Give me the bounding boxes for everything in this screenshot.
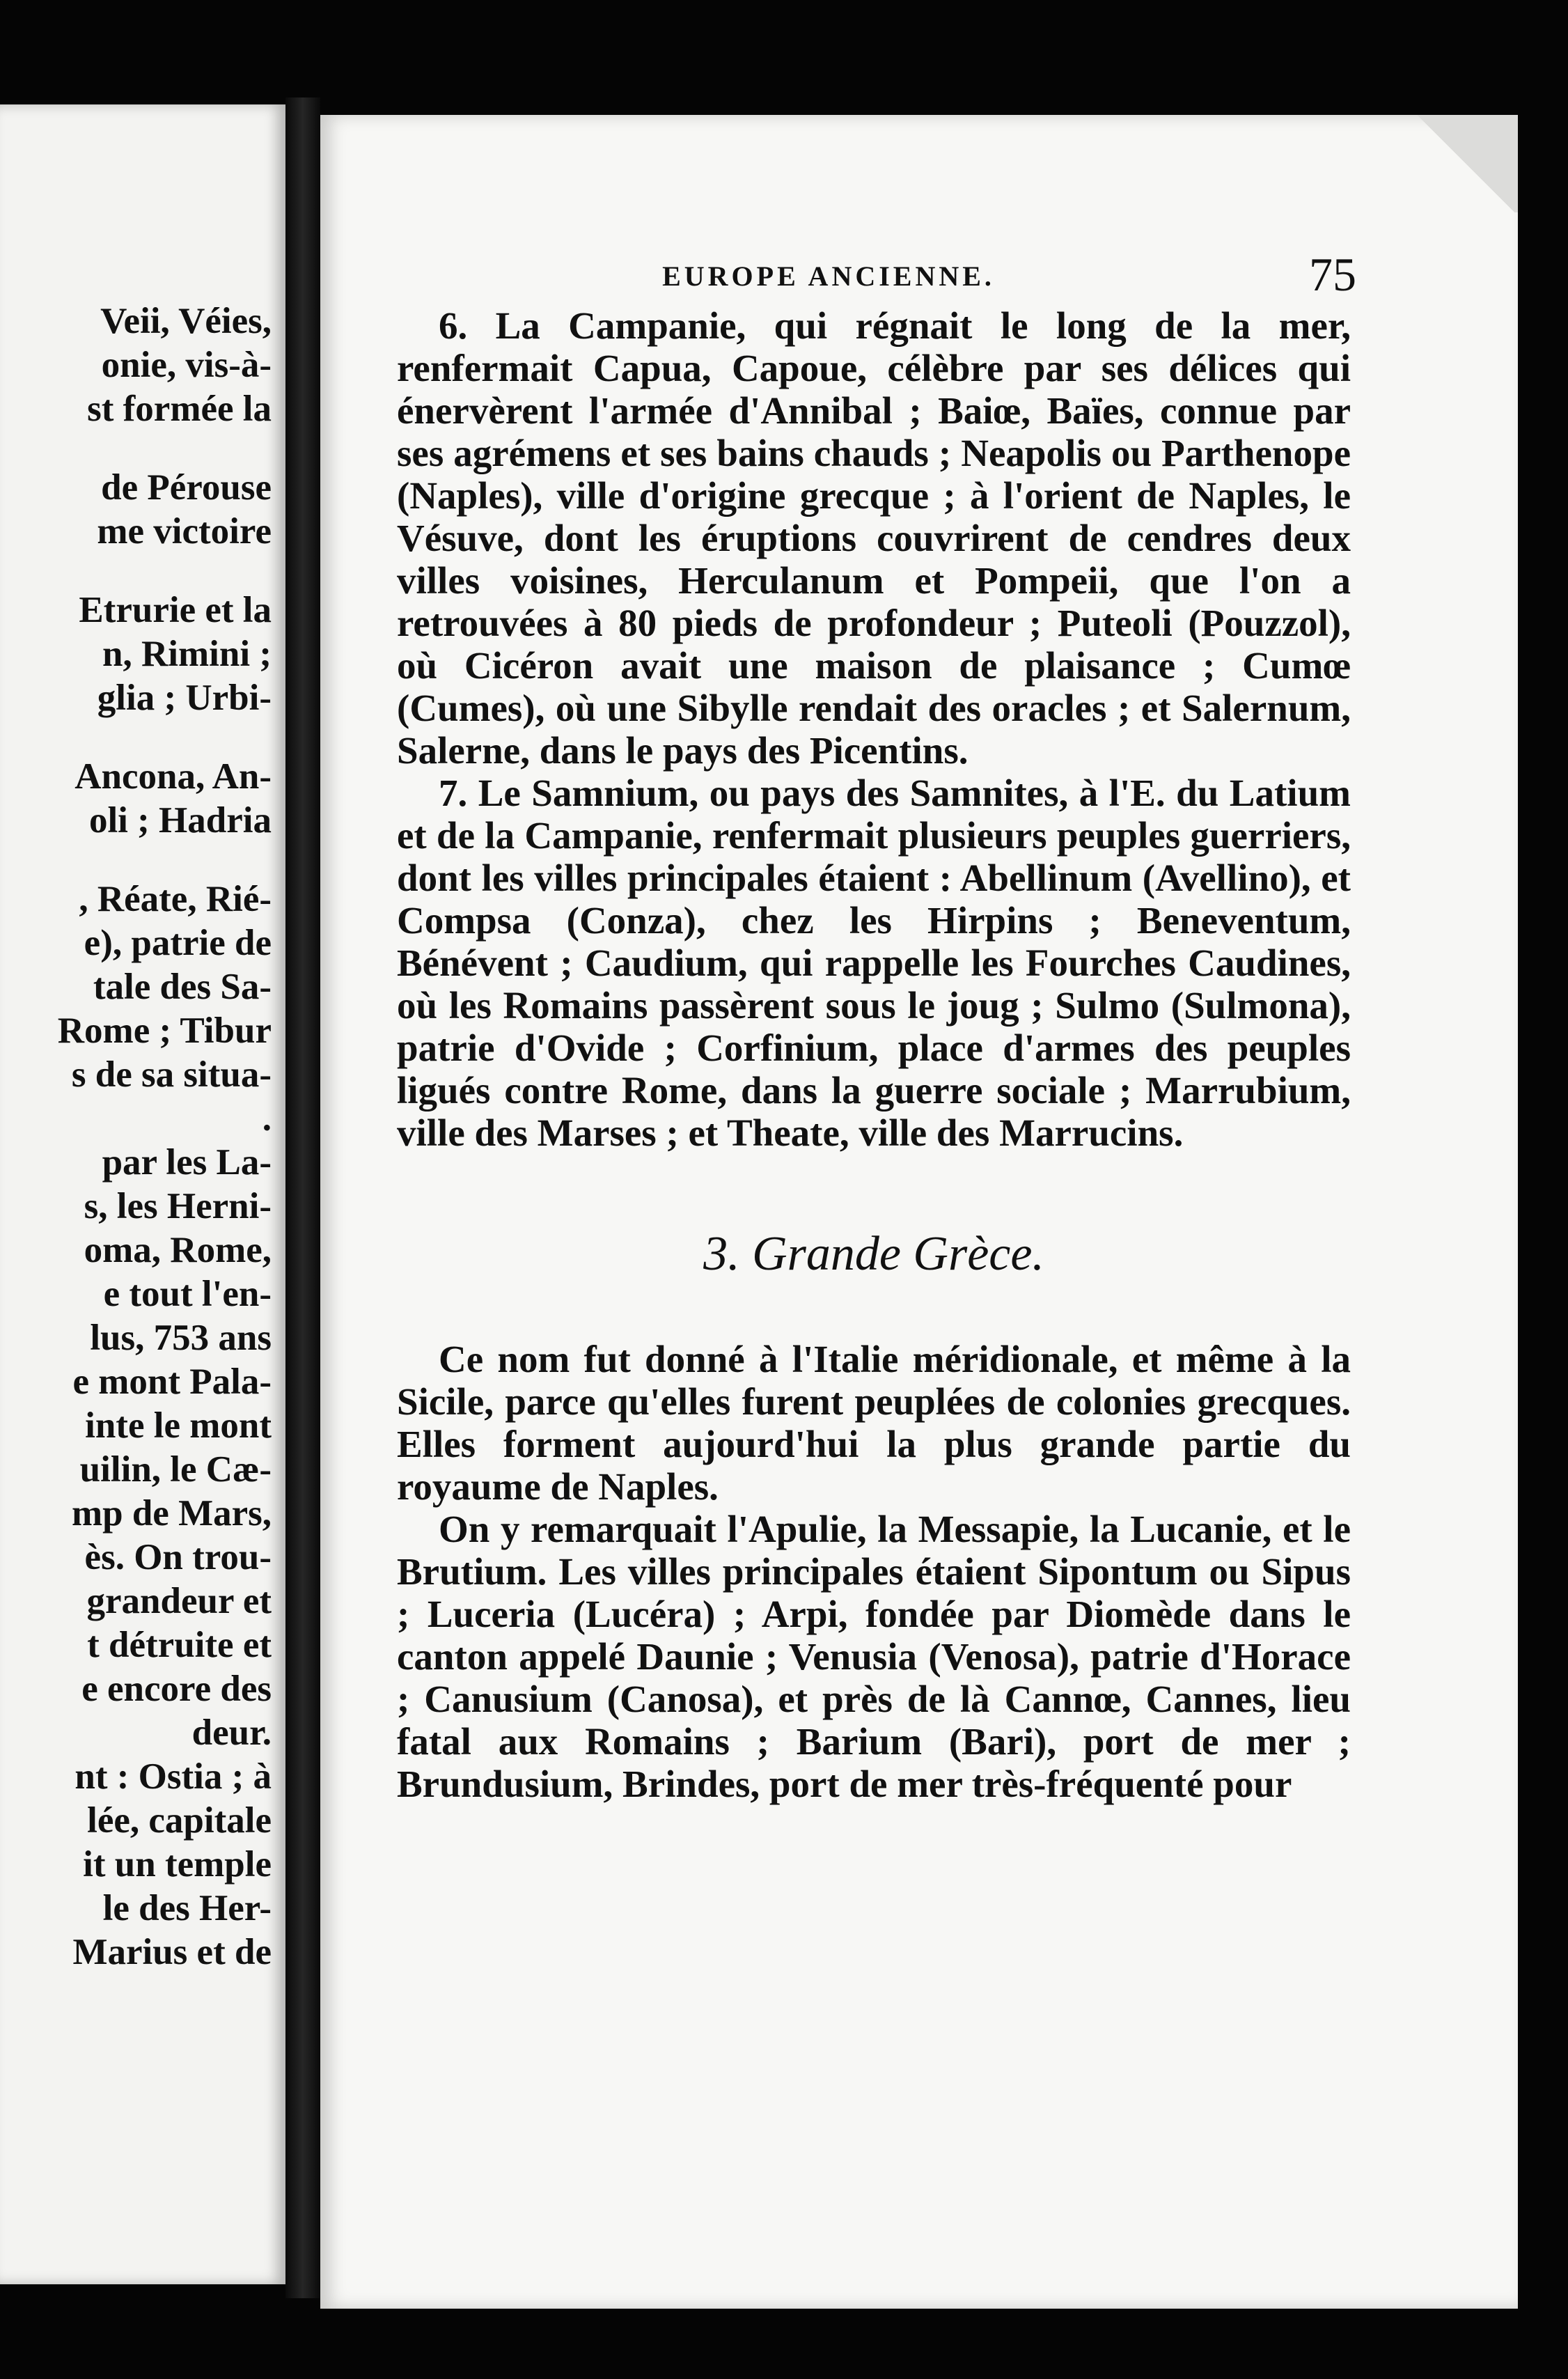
right-page xyxy=(320,115,1518,2309)
left-page-line: ès. On trou- xyxy=(84,1537,272,1577)
left-page-line: . xyxy=(262,1098,272,1139)
left-page-line: deur. xyxy=(191,1713,272,1753)
left-page-line: lus, 753 ans xyxy=(90,1318,272,1358)
left-page-line: par les La- xyxy=(102,1142,272,1183)
left-page-line: le des Her- xyxy=(102,1888,272,1928)
left-page-line: uilin, le Cæ- xyxy=(79,1449,272,1490)
left-page-line: oma, Rome, xyxy=(84,1230,272,1270)
left-page-line: e mont Pala- xyxy=(72,1362,272,1402)
paragraph-campanie: 6. La Campanie, qui régnait le long de la mer, renfermait Capua, Capoue, célèbre par ses délices qui énervèrent l'armée d'Annibal ; Baiœ, Baïes, connue par ses agrémens et ses bains chauds ; Neapolis ou Parthenope (Naples), ville d'origine grecque ; à l'orient de Naples, le Vésuve, dont les éruptions couvrirent de cendres deux villes voisines, Herculanum et Pompeii, que l'on a retrouvées à 80 pieds de profondeur ; Puteoli (Pouzzol), où Cicéron avait une maison de plaisance ; Cumœ (Cumes), où une Sibylle rendait des oracles ; et Salernum, Salerne, dans le pays des Picentins. xyxy=(397,304,1351,772)
section-heading: 3. Grande Grèce. xyxy=(703,1227,1044,1281)
left-page-line: e encore des xyxy=(81,1669,272,1709)
left-page-line: n, Rimini ; xyxy=(102,634,272,674)
left-page-line: , Réate, Rié- xyxy=(79,879,272,919)
left-page xyxy=(0,104,285,2284)
left-page-line: grandeur et xyxy=(86,1581,272,1621)
left-page-line: tale des Sa- xyxy=(93,967,272,1007)
left-line-gap xyxy=(0,720,272,755)
paragraph-grande-grece-intro: Ce nom fut donné à l'Italie méridionale, et même à la Sicile, parce qu'elles furent peuplées de colonies grecques. Elles forment aujourd'hui la plus grande partie du royaume de Naples. xyxy=(397,1338,1351,1508)
left-page-line: mp de Mars, xyxy=(71,1493,272,1534)
left-line-gap xyxy=(0,843,272,878)
left-page-line: glia ; Urbi- xyxy=(97,678,272,718)
page-corner-fold xyxy=(1413,115,1518,212)
left-line-gap xyxy=(0,554,272,588)
left-page-line: Veii, Véies, xyxy=(100,301,272,341)
left-page-line: e), patrie de xyxy=(84,923,272,963)
left-page-line: lée, capitale xyxy=(87,1800,272,1841)
body-text xyxy=(397,304,1351,1805)
left-page-line: it un temple xyxy=(83,1844,272,1885)
left-page-line: s de sa situa- xyxy=(71,1054,272,1095)
left-page-line: nt : Ostia ; à xyxy=(75,1756,272,1797)
left-page-line: s, les Herni- xyxy=(84,1186,272,1226)
left-page-line: e tout l'en- xyxy=(103,1274,272,1314)
left-page-line: Ancona, An- xyxy=(75,756,272,797)
running-head: EUROPE ANCIENNE. xyxy=(662,260,995,292)
left-page-line: t détruite et xyxy=(87,1625,272,1665)
left-page-line: Marius et de xyxy=(72,1932,272,1972)
paragraph-grande-grece-cities: On y remarquait l'Apulie, la Messapie, la Lucanie, et le Brutium. Les villes principales étaient Sipontum ou Sipus ; Luceria (Lucéra) ; Arpi, fondée par Diomède dans le canton appelé Daunie ; Venusia (Venosa), patrie d'Horace ; Canusium (Canosa), et près de là Cannœ, Cannes, lieu fatal aux Romains ; Barium (Bari), port de mer ; Brundusium, Brindes, port de mer très-fréquenté pour xyxy=(397,1508,1351,1805)
left-page-line: oli ; Hadria xyxy=(88,800,272,841)
left-page-line: Rome ; Tibur xyxy=(57,1011,272,1051)
left-page-line: st formée la xyxy=(87,389,272,429)
paragraph-samnium: 7. Le Samnium, ou pays des Samnites, à l'E. du Latium et de la Campanie, renfermait plusieurs peuples guerriers, dont les villes principales étaient : Abellinum (Avellino), et Compsa (Conza), chez les Hirpins ; Beneventum, Bénévent ; Caudium, qui rappelle les Fourches Caudines, où les Romains passèrent sous le joug ; Sulmo (Sulmona), patrie d'Ovide ; Corfinium, place d'armes des peuples ligués contre Rome, dans la guerre sociale ; Marrubium, ville des Marses ; et Theate, ville des Marrucins. xyxy=(397,772,1351,1154)
left-page-line: me victoire xyxy=(97,511,272,552)
left-page-line: de Pérouse xyxy=(101,467,272,508)
left-line-gap xyxy=(0,431,272,466)
left-page-line: onie, vis-à- xyxy=(101,345,272,385)
book-gutter xyxy=(285,98,320,2298)
left-page-line: inte le mont xyxy=(85,1405,272,1446)
page-number: 75 xyxy=(1309,248,1356,301)
left-page-text xyxy=(0,299,272,1974)
left-page-line: Etrurie et la xyxy=(79,590,272,630)
